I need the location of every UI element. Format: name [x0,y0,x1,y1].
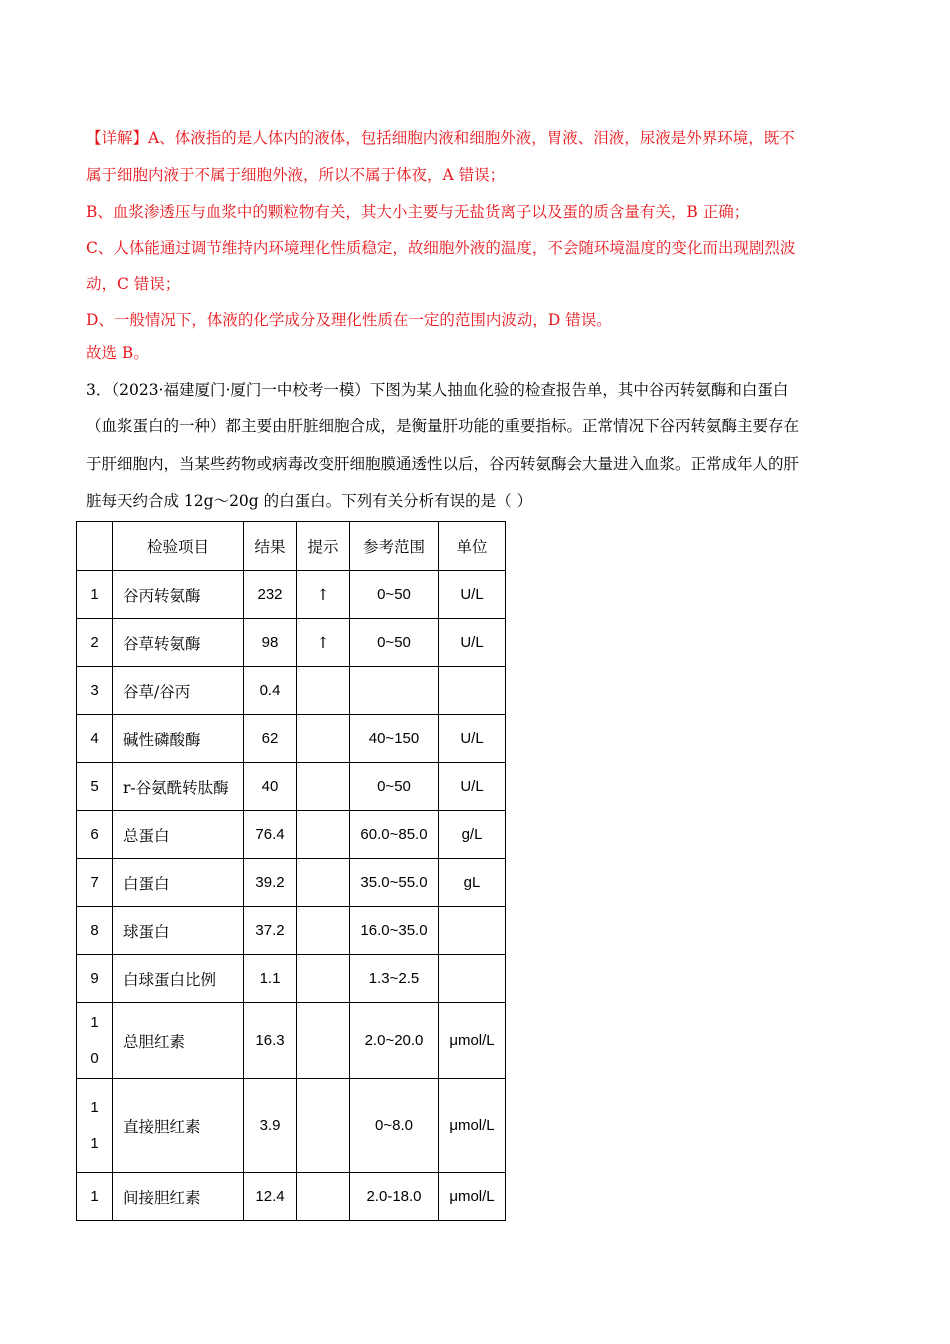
hint-arrow: ↑ [297,571,350,619]
row-number: 3 [77,667,113,715]
table-row [77,667,506,715]
unit [439,907,506,955]
row-number: 8 [77,907,113,955]
unit: U/L [439,619,506,667]
reference-range: 0~50 [350,571,439,619]
reference-range: 2.0-18.0 [350,1173,439,1221]
reference-range: 40~150 [350,715,439,763]
row-number: 5 [77,763,113,811]
hint-arrow [297,1079,350,1173]
header-cell [77,522,113,571]
result-value: 12.4 [244,1173,297,1221]
unit: μmol/L [439,1079,506,1173]
item-name: r-谷氨酰转肽酶 [113,763,244,811]
explanation-line: B、血浆渗透压与血浆中的颗粒物有关，其大小主要与无盐货离子以及蛋的质含量有关，B 正确； [86,203,750,221]
row-number: 10 [77,1003,113,1079]
question-line: 3．（2023·福建厦门·厦门一中校考一模）下图为某人抽血化验的检查报告单，其中谷丙转氨酶和白蛋白 [86,381,789,399]
row-number: 1 [77,571,113,619]
result-value: 76.4 [244,811,297,859]
row-number: 2 [77,619,113,667]
header-cell: 参考范围 [350,522,439,571]
item-name: 谷草转氨酶 [113,619,244,667]
hint-arrow [297,859,350,907]
reference-range: 1.3~2.5 [350,955,439,1003]
hint-arrow [297,1173,350,1221]
item-name: 碱性磷酸酶 [113,715,244,763]
unit: U/L [439,763,506,811]
explanation-line: 动，C 错误； [86,275,181,293]
unit [439,667,506,715]
hint-arrow: ↑ [297,619,350,667]
unit: U/L [439,715,506,763]
item-name: 球蛋白 [113,907,244,955]
table-row [77,1079,506,1173]
table-row [77,571,506,619]
unit: gL [439,859,506,907]
item-name: 白蛋白 [113,859,244,907]
item-name: 谷草/谷丙 [113,667,244,715]
item-name: 直接胆红素 [113,1079,244,1173]
reference-range: 0~8.0 [350,1079,439,1173]
lab-report-table [76,521,506,1221]
reference-range: 60.0~85.0 [350,811,439,859]
explanation-line: C、人体能通过调节维持内环境理化性质稳定，故细胞外液的温度，不会随环境温度的变化而出现剧烈波 [86,239,796,257]
reference-range [350,667,439,715]
table-header-row [77,522,506,571]
table-row [77,763,506,811]
row-number: 4 [77,715,113,763]
explanation-line: 【详解】A、体液指的是人体内的液体，包括细胞内液和细胞外液，胃液、泪液，尿液是外界环境，既不 [86,129,795,147]
table-row [77,1003,506,1079]
table-row [77,1173,506,1221]
reference-range: 2.0~20.0 [350,1003,439,1079]
hint-arrow [297,715,350,763]
result-value: 0.4 [244,667,297,715]
row-number: 6 [77,811,113,859]
unit: g/L [439,811,506,859]
unit: U/L [439,571,506,619]
item-name: 总胆红素 [113,1003,244,1079]
result-value: 62 [244,715,297,763]
item-name: 白球蛋白比例 [113,955,244,1003]
hint-arrow [297,1003,350,1079]
table-row [77,811,506,859]
unit: μmol/L [439,1173,506,1221]
table-row [77,907,506,955]
item-name: 谷丙转氨酶 [113,571,244,619]
question-line: 于肝细胞内，当某些药物或病毒改变肝细胞膜通透性以后，谷丙转氨酶会大量进入血浆。正常成年人的肝 [86,455,800,473]
header-cell: 结果 [244,522,297,571]
item-name: 总蛋白 [113,811,244,859]
result-value: 39.2 [244,859,297,907]
result-value: 232 [244,571,297,619]
result-value: 16.3 [244,1003,297,1079]
row-number: 1 [77,1173,113,1221]
question-line: 脏每天约合成 12g～20g 的白蛋白。下列有关分析有误的是（ ） [86,492,533,510]
unit: μmol/L [439,1003,506,1079]
question-line: （血浆蛋白的一种）都主要由肝脏细胞合成，是衡量肝功能的重要指标。正常情况下谷丙转氨酶主要存在 [86,417,800,435]
explanation-line: 属于细胞内液于不属于细胞外液，所以不属于体夜，A 错误； [86,166,506,184]
table-row [77,859,506,907]
result-value: 37.2 [244,907,297,955]
item-name: 间接胆红素 [113,1173,244,1221]
explanation-line: 故选 B。 [86,344,149,362]
reference-range: 0~50 [350,763,439,811]
table-row [77,619,506,667]
hint-arrow [297,763,350,811]
result-value: 98 [244,619,297,667]
header-cell: 提示 [297,522,350,571]
result-value: 1.1 [244,955,297,1003]
hint-arrow [297,955,350,1003]
explanation-line: D、一般情况下，体液的化学成分及理化性质在一定的范围内波动，D 错误。 [86,311,612,329]
unit [439,955,506,1003]
row-number: 9 [77,955,113,1003]
reference-range: 35.0~55.0 [350,859,439,907]
header-cell: 单位 [439,522,506,571]
hint-arrow [297,667,350,715]
result-value: 40 [244,763,297,811]
table-row [77,955,506,1003]
hint-arrow [297,811,350,859]
reference-range: 16.0~35.0 [350,907,439,955]
hint-arrow [297,907,350,955]
row-number: 11 [77,1079,113,1173]
result-value: 3.9 [244,1079,297,1173]
row-number: 7 [77,859,113,907]
reference-range: 0~50 [350,619,439,667]
table-row [77,715,506,763]
header-cell: 检验项目 [113,522,244,571]
